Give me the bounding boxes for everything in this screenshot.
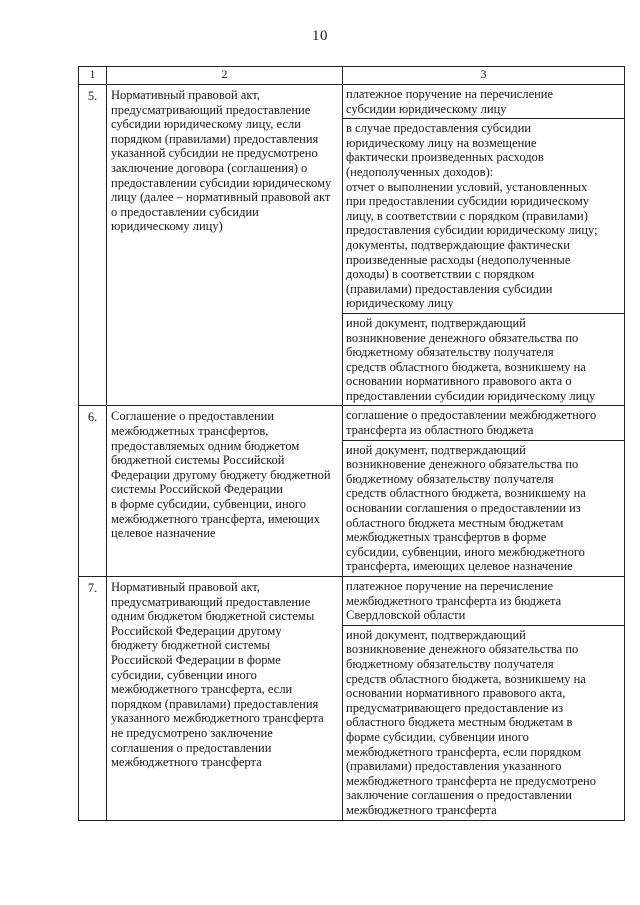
basis-line: предоставлении субсидии юридическому [111,175,332,190]
basis-line: соглашения о предоставлении [111,740,272,755]
document-line: возникновение денежного обязательства по [346,642,579,657]
row-basis [107,577,343,821]
document-line: межбюджетного трансферта [346,802,497,817]
document-line: иной документ, подтверждающий [346,442,526,457]
basis-line: предусматривающий предоставление [111,594,311,609]
basis-line: предусматривающий предоставление [111,102,311,117]
document-item [343,85,624,119]
document-line: иной документ, подтверждающий [346,315,526,330]
table-header-row [79,67,625,85]
row-documents [343,577,625,821]
document-line: (правилами) предоставления субсидии [346,281,553,296]
document-line: средств областного бюджета, возникшему на [346,486,586,501]
document-line: основании нормативного правового акта, [346,686,566,701]
document-item [343,441,624,576]
document-line: соглашение о предоставлении межбюджетного [346,408,597,423]
basis-line: юридическому лицу) [111,219,223,234]
document-line: (правилами) предоставления указанного [346,759,562,774]
basis-line: Российской Федерации другому [111,623,282,638]
document-line: доходы) в соответствии с порядком [346,267,535,282]
row-number: 5. [79,85,107,406]
basis-line: Российской Федерации в форме [111,652,281,667]
document-line: Свердловской области [346,608,466,623]
document-line: бюджетному обязательству получателя [346,471,554,486]
document-line: юридическому лицу на возмещение [346,135,537,150]
document-line: основании соглашения о предоставлении из [346,501,581,516]
header-col-1: 1 [79,67,107,85]
basis-line: бюджету бюджетной системы [111,638,270,653]
basis-line: порядком (правилами) предоставления [111,696,319,711]
document-item [343,314,624,406]
row-basis [107,406,343,577]
row-documents [343,406,625,577]
page-number: 10 [312,28,328,44]
basis-line: лицу (далее – нормативный правовой акт [111,190,331,205]
document-line: межбюджетного трансферта, если порядком [346,744,582,759]
document-line: документы, подтверждающие фактически [346,237,570,252]
basis-line: указанной субсидии не предусмотрено [111,146,318,161]
document-line: в случае предоставления субсидии [346,121,532,136]
basis-line: Федерации другому бюджету бюджетной [111,467,331,482]
document-line: трансферта, имеющих целевое назначение [346,559,573,574]
row-documents [343,85,625,406]
table-row [79,577,625,821]
basis-line: межбюджетного трансферта, имеющих [111,511,320,526]
basis-line: целевое назначение [111,526,216,541]
document-line: возникновение денежного обязательства по [346,457,579,472]
document-line: отчет о выполнении условий, установленных [346,179,588,194]
document-line: бюджетному обязательству получателя [346,656,554,671]
basis-line: предоставляемых одним бюджетом [111,438,300,453]
document-line: фактически произведенных расходов [346,150,544,165]
basis-line: порядком (правилами) предоставления [111,131,319,146]
document-line: иной документ, подтверждающий [346,627,526,642]
document-item [343,577,624,626]
header-col-3: 3 [343,67,625,85]
document-line: средств областного бюджета, возникшему на [346,671,586,686]
document-line: платежное поручение на перечисление [346,579,554,593]
row-number: 6. [79,406,107,577]
documents-table [78,66,625,821]
document-line: средств областного бюджета, возникшему на [346,359,586,374]
document-line: произведенные расходы (недополученные [346,252,571,267]
document-item [343,626,624,820]
basis-line: межбюджетного трансферта, если [111,682,293,697]
document-line: областного бюджета местным бюджетам [346,515,564,530]
document-line: предусматривающего предоставление из [346,700,564,715]
document-line: возникновение денежного обязательства по [346,330,579,345]
document-line: (недополученных доходов): [346,164,494,179]
document-line: юридическому лицу [346,296,454,311]
row-basis [107,85,343,406]
basis-line: системы Российской Федерации [111,482,283,497]
document-line: предоставления субсидии юридическому лицу; [346,223,598,238]
basis-line: бюджетной системы Российской [111,453,285,468]
document-line: межбюджетного трансферта не предусмотрено [346,773,596,788]
row-number: 7. [79,577,107,821]
document-line: основании нормативного правового акта о [346,374,572,389]
basis-line: одним бюджетом бюджетной системы [111,609,315,624]
document-line: субсидии юридическому лицу [346,101,507,116]
basis-line: субсидии юридическому лицу, если [111,117,301,132]
document-line: форме субсидии, субвенции иного [346,729,529,744]
document-line: субсидии, субвенции, иного межбюджетного [346,544,585,559]
basis-line: межбюджетного трансферта [111,755,262,770]
document-line: лицу, в соответствии с порядком (правилами) [346,208,588,223]
document-line: областного бюджета местным бюджетам в [346,715,573,730]
basis-line: субсидии, субвенции иного [111,667,257,682]
document-line: трансферта из областного бюджета [346,423,534,438]
document-item [343,119,624,314]
document-item [343,406,624,440]
document-line: заключение соглашения о предоставлении [346,788,572,803]
table-row [79,85,625,406]
basis-line: не предусмотрено заключение [111,725,273,740]
document-line: бюджетному обязательству получателя [346,345,554,360]
basis-line: в форме субсидии, субвенции, иного [111,497,306,512]
document-line: предоставлении субсидии юридическому лицу [346,388,596,403]
basis-line: межбюджетных трансфертов, [111,424,269,439]
document-line: межбюджетного трансферта из бюджета [346,593,562,608]
header-col-2: 2 [107,67,343,85]
basis-line: заключение договора (соглашения) о [111,160,308,175]
basis-line: Нормативный правовой акт, [111,580,260,594]
basis-line: Нормативный правовой акт, [111,88,260,102]
document-line: платежное поручение на перечисление [346,87,554,101]
document-line: межбюджетных трансфертов в форме [346,530,547,545]
basis-line: о предоставлении субсидии [111,204,259,219]
basis-line: указанного межбюджетного трансферта [111,711,324,726]
basis-line: Соглашение о предоставлении [111,409,275,424]
document-line: при предоставлении субсидии юридическому [346,194,589,209]
table-row [79,406,625,577]
